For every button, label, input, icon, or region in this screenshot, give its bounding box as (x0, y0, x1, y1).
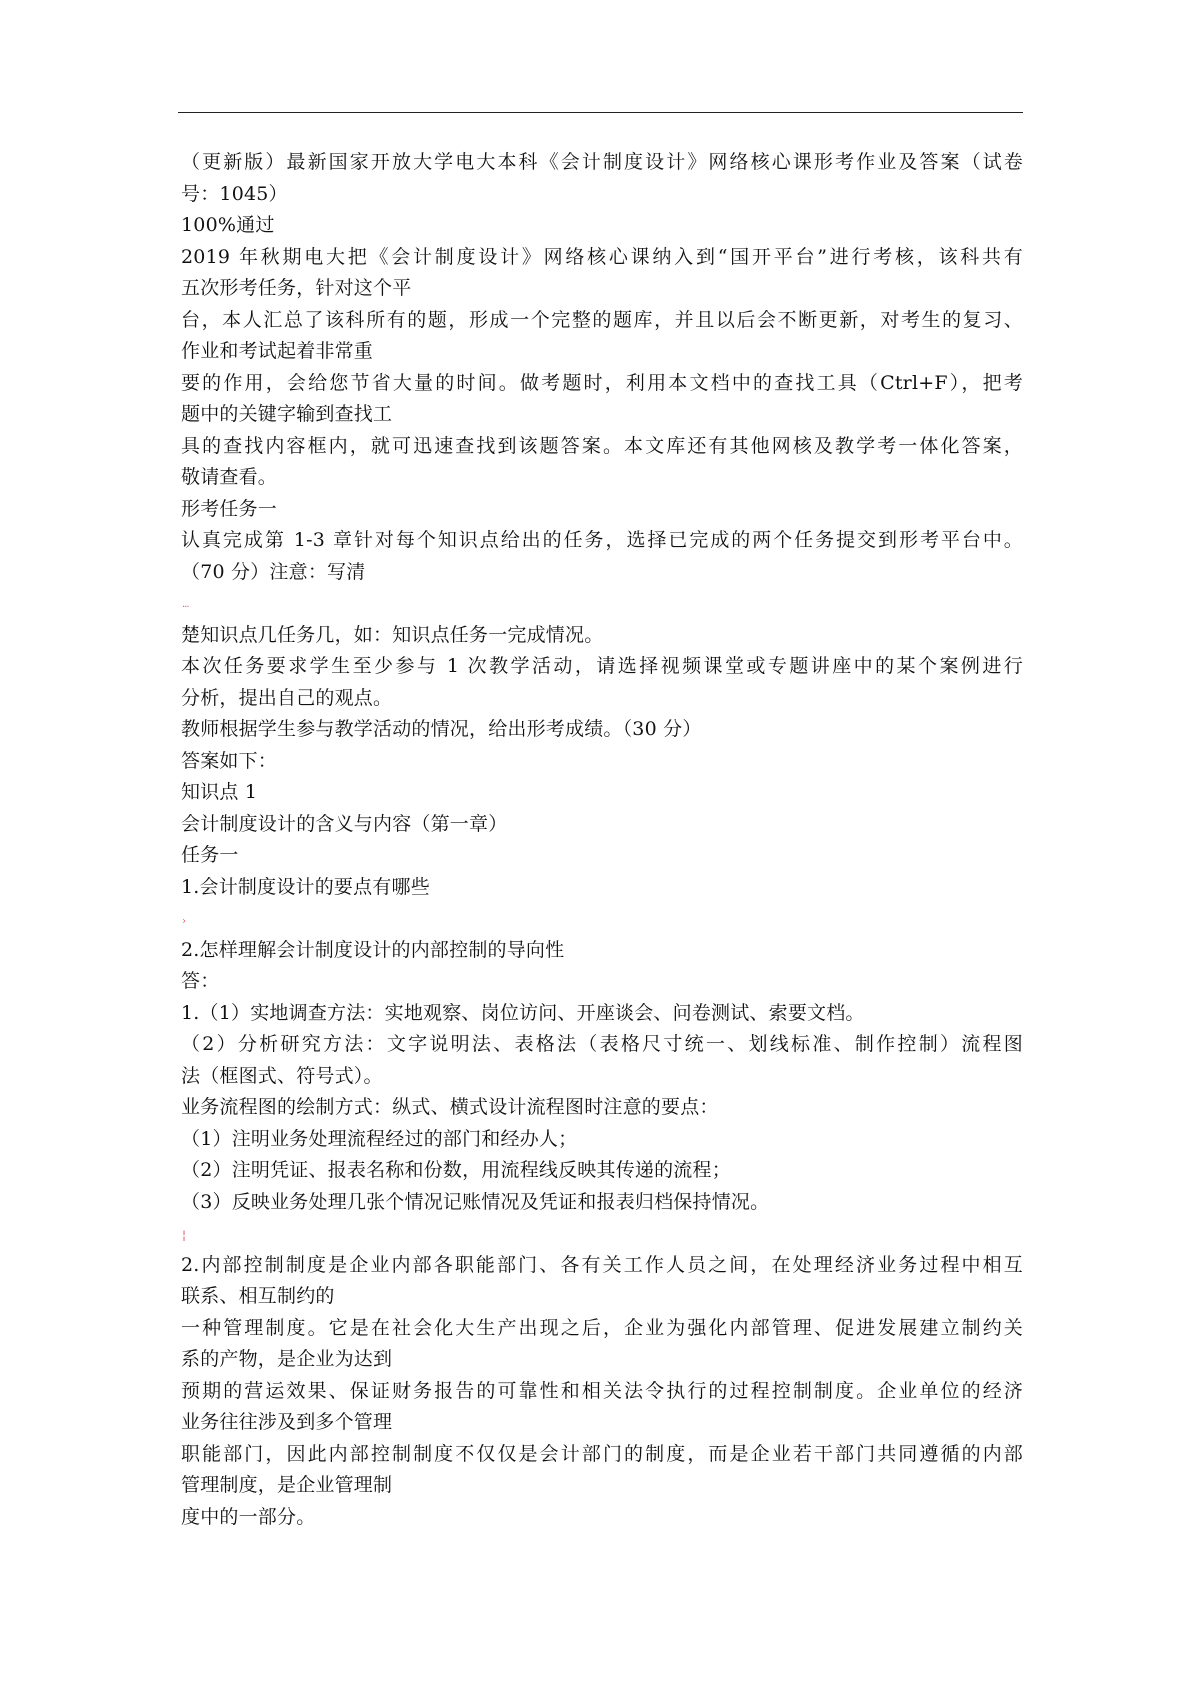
answer-label: 答： (181, 970, 220, 992)
subheading: 任务一 (181, 844, 239, 866)
paragraph-line: 题中的关键字输到查找工 (181, 403, 393, 425)
title-line-2: 号：1045） (181, 182, 288, 205)
document-body (181, 147, 1023, 1533)
page-break-mark: ... (182, 599, 189, 610)
page-break-gap (181, 588, 1023, 620)
question-line: 2.怎样理解会计制度设计的内部控制的导向性 (181, 938, 565, 961)
page-break-gap (181, 903, 1023, 935)
answer-line: 法（框图式、符号式）。 (181, 1064, 383, 1087)
paragraph-line: 五次形考任务，针对这个平 (181, 277, 412, 299)
header-rule (178, 112, 1023, 113)
subheading: 会计制度设计的含义与内容（第一章） (181, 812, 508, 835)
paragraph-line: 作业和考试起着非常重 (181, 340, 374, 362)
answer-line: 职能部门，因此内部控制制度不仅仅是会计部门的制度，而是企业若干部门共同遵循的内部 (181, 1442, 1023, 1465)
paragraph-line: 认真完成第 1-3 章针对每个知识点给出的任务，选择已完成的两个任务提交到形考平台中。 (181, 529, 1023, 551)
question-line: 1.会计制度设计的要点有哪些 (181, 875, 430, 898)
page-break-gap (181, 1218, 1023, 1250)
page-break-mark: ¦ (182, 1228, 187, 1242)
paragraph-line: 教师根据学生参与教学活动的情况，给出形考成绩。（30 分） (181, 718, 702, 740)
answer-line: 一种管理制度。它是在社会化大生产出现之后，企业为强化内部管理、促进发展建立制约关 (181, 1316, 1023, 1339)
answer-line: （2）注明凭证、报表名称和份数，用流程线反映其传递的流程； (181, 1159, 731, 1181)
paragraph-line: 本次任务要求学生至少参与 1 次教学活动，请选择视频课堂或专题讲座中的某个案例进行 (181, 655, 1023, 677)
answer-line: 业务往往涉及到多个管理 (181, 1411, 393, 1433)
answer-line: 预期的营运效果、保证财务报告的可靠性和相关法令执行的过程控制制度。企业单位的经济 (181, 1379, 1023, 1402)
paragraph-line: 答案如下： (181, 749, 278, 772)
answer-line: 业务流程图的绘制方式：纵式、横式设计流程图时注意的要点： (181, 1096, 719, 1118)
paragraph-line: （70 分）注意：写清 (181, 560, 366, 583)
answer-line: 联系、相互制约的 (181, 1285, 335, 1307)
answer-line: 2.内部控制制度是企业内部各职能部门、各有关工作人员之间，在处理经济业务过程中相互 (181, 1253, 1023, 1276)
answer-line: （3）反映业务处理几张个情况记账情况及凭证和报表归档保持情况。 (181, 1190, 770, 1213)
subheading: 知识点 1 (181, 781, 258, 803)
paragraph-line: 分析，提出自己的观点。 (181, 686, 393, 709)
paragraph-line: 要的作用，会给您节省大量的时间。做考题时，利用本文档中的查找工具（Ctrl+F），把考 (181, 371, 1023, 394)
paragraph-line: 楚知识点几任务几，如：知识点任务一完成情况。 (181, 623, 604, 646)
answer-line: （2）分析研究方法：文字说明法、表格法（表格尺寸统一、划线标准、制作控制）流程图 (181, 1033, 1023, 1055)
paragraph-line: 具的查找内容框内，就可迅速查找到该题答案。本文库还有其他网核及教学考一体化答案， (181, 434, 1023, 457)
title-line-1: （更新版）最新国家开放大学电大本科《会计制度设计》网络核心课形考作业及答案（试卷 (181, 151, 1023, 173)
pass-rate: 100%通过 (181, 214, 275, 236)
answer-line: （1）注明业务处理流程经过的部门和经办人； (181, 1127, 578, 1150)
paragraph-line: 台，本人汇总了该科所有的题，形成一个完整的题库，并且以后会不断更新，对考生的复习、 (181, 308, 1023, 331)
page-break-mark: › (182, 916, 186, 927)
paragraph-line: 2019 年秋期电大把《会计制度设计》网络核心课纳入到“国开平台”进行考核，该科共有 (181, 245, 1023, 268)
answer-line: 1.（1）实地调查方法：实地观察、岗位访问、开座谈会、问卷测试、索要文档。 (181, 1001, 865, 1024)
section-heading: 形考任务一 (181, 497, 278, 520)
answer-line: 管理制度，是企业管理制 (181, 1474, 393, 1496)
paragraph-line: 敬请查看。 (181, 466, 278, 488)
answer-line: 度中的一部分。 (181, 1505, 316, 1528)
answer-line: 系的产物，是企业为达到 (181, 1348, 393, 1370)
